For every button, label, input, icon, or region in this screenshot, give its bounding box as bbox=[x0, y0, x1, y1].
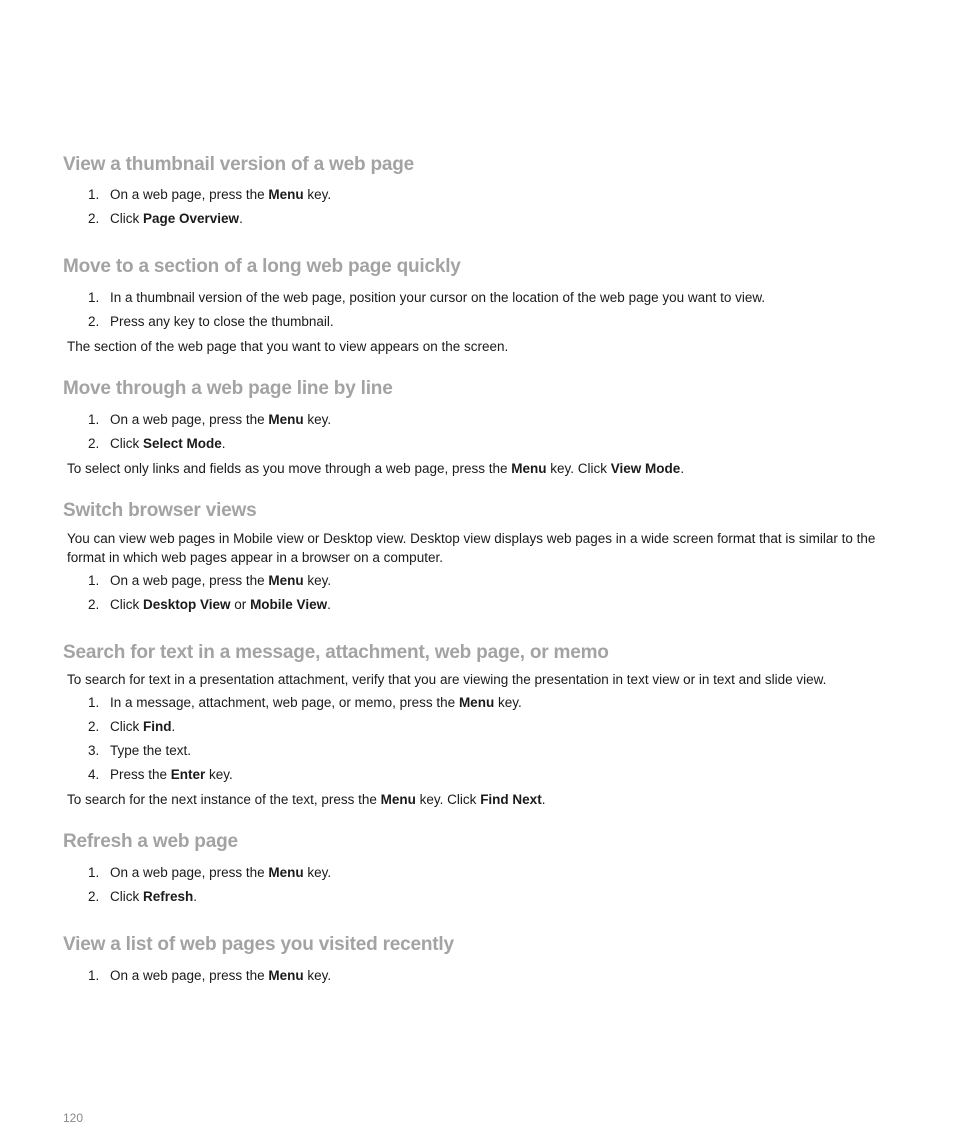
list-item: 1. On a web page, press the Menu key. bbox=[88, 573, 332, 588]
list-item: 1. On a web page, press the Menu key. bbox=[88, 968, 332, 983]
section-heading: Move to a section of a long web page quickly bbox=[63, 256, 461, 277]
list-item: 1. In a message, attachment, web page, or memo, press the Menu key. bbox=[88, 695, 522, 710]
list-item: 2. Click Refresh. bbox=[88, 889, 198, 904]
section-heading: View a thumbnail version of a web page bbox=[63, 154, 415, 175]
section-note: To search for the next instance of the text, press the Menu key. Click Find Next. bbox=[67, 792, 546, 807]
section-heading: Search for text in a message, attachment, web page, or memo bbox=[63, 642, 609, 663]
section-heading: Refresh a web page bbox=[63, 831, 238, 852]
list-item: 2. Press any key to close the thumbnail. bbox=[88, 314, 334, 329]
page-number: 120 bbox=[63, 1111, 84, 1125]
section-heading: Switch browser views bbox=[63, 500, 257, 521]
list-item: 1. On a web page, press the Menu key. bbox=[88, 187, 332, 202]
section-heading: Move through a web page line by line bbox=[63, 378, 393, 399]
list-item: 2. Click Select Mode. bbox=[88, 436, 226, 451]
list-item: 2. Click Find. bbox=[88, 719, 176, 734]
list-item: 1. In a thumbnail version of the web page, position your cursor on the location of the web page you want to view. bbox=[88, 290, 766, 305]
list-item: 4. Press the Enter key. bbox=[88, 767, 233, 782]
section-note: The section of the web page that you want to view appears on the screen. bbox=[67, 339, 509, 354]
section-note: To select only links and fields as you move through a web page, press the Menu key. Click View Mode. bbox=[67, 461, 685, 476]
list-item: 2. Click Page Overview. bbox=[88, 211, 243, 226]
section-intro: To search for text in a presentation attachment, verify that you are viewing the presentation in text view or in text and slide view. bbox=[67, 672, 827, 687]
section-heading: View a list of web pages you visited recently bbox=[63, 934, 454, 955]
list-item: 2. Click Desktop View or Mobile View. bbox=[88, 597, 331, 612]
list-item: 1. On a web page, press the Menu key. bbox=[88, 865, 332, 880]
list-item: 3. Type the text. bbox=[88, 743, 192, 758]
section-intro: You can view web pages in Mobile view or Desktop view. Desktop view displays web pages in a wide screen format that is similar to the format in which web pages appear in a browser on a computer. bbox=[67, 531, 876, 565]
list-item: 1. On a web page, press the Menu key. bbox=[88, 412, 332, 427]
